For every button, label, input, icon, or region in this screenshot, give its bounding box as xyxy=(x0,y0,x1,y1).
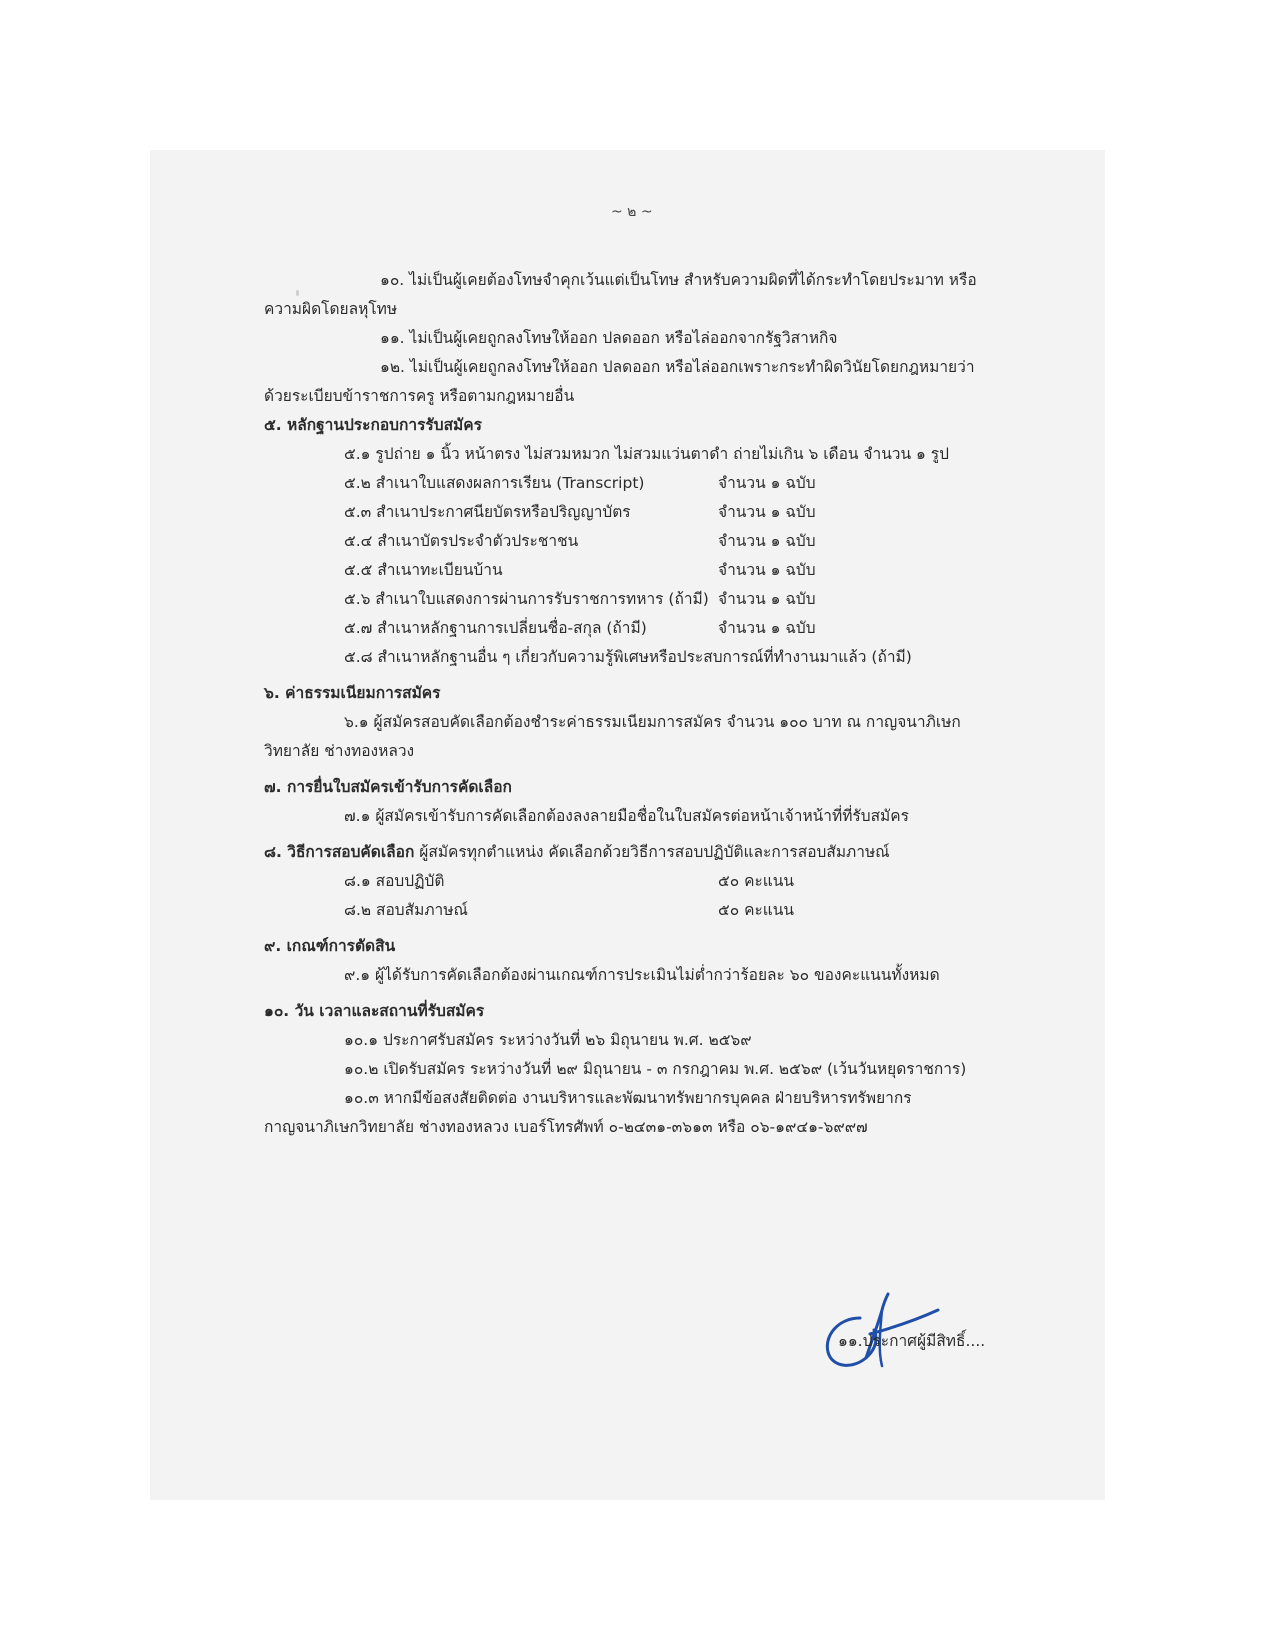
continuation-note: ๑๑.ประกาศผู้มีสิทธิ์.... xyxy=(838,1332,986,1350)
section-6-heading: ๖. ค่าธรรมเนียมการสมัคร xyxy=(264,684,441,702)
section-5-item-qty: จำนวน ๑ ฉบับ xyxy=(718,532,816,550)
section-10-line-1: ๑๐.๑ ประกาศรับสมัคร ระหว่างวันที่ ๒๖ มิถุนายน พ.ศ. ๒๕๖๙ xyxy=(344,1031,752,1049)
clause-12-line-1: ๑๒. ไม่เป็นผู้เคยถูกลงโทษให้ออก ปลดออก หรือไล่ออกเพราะกระทำผิดวินัยโดยกฎหมายว่า xyxy=(380,358,975,376)
section-5-item-qty: จำนวน ๑ ฉบับ xyxy=(718,474,816,492)
section-5-item-label: ๕.๔ สำเนาบัตรประจำตัวประชาชน xyxy=(344,532,579,550)
section-5-item-1: ๕.๑ รูปถ่าย ๑ นิ้ว หน้าตรง ไม่สวมหมวก ไม่สวมแว่นตาดำ ถ่ายไม่เกิน ๖ เดือน จำนวน ๑ รูป xyxy=(344,445,949,463)
section-6-line-1: ๖.๑ ผู้สมัครสอบคัดเลือกต้องชำระค่าธรรมเนียมการสมัคร จำนวน ๑๐๐ บาท ณ กาญจนาภิเษก xyxy=(344,713,961,731)
section-5-heading: ๕. หลักฐานประกอบการรับสมัคร xyxy=(264,416,482,434)
section-5-item-qty: จำนวน ๑ ฉบับ xyxy=(718,561,816,579)
section-7-heading: ๗. การยื่นใบสมัครเข้ารับการคัดเลือก xyxy=(264,778,512,796)
section-8-item-label: ๘.๑ สอบปฏิบัติ xyxy=(344,872,445,890)
section-8-item-score: ๕๐ คะแนน xyxy=(718,872,794,890)
section-5-item-qty: จำนวน ๑ ฉบับ xyxy=(718,503,816,521)
section-10-heading: ๑๐. วัน เวลาและสถานที่รับสมัคร xyxy=(264,1002,485,1020)
section-5-item-label: ๕.๖ สำเนาใบแสดงการผ่านการรับราชการทหาร (ถ้ามี) xyxy=(344,590,709,608)
section-9-heading: ๙. เกณฑ์การตัดสิน xyxy=(264,937,396,955)
section-8-heading-line xyxy=(264,838,890,867)
section-5-item-label: ๕.๗ สำเนาหลักฐานการเปลี่ยนชื่อ-สกุล (ถ้ามี) xyxy=(344,619,647,637)
section-6-line-2: วิทยาลัย ช่างทองหลวง xyxy=(264,742,415,760)
section-10-line-2: ๑๐.๒ เปิดรับสมัคร ระหว่างวันที่ ๒๙ มิถุนายน - ๓ กรกฎาคม พ.ศ. ๒๕๖๙ (เว้นวันหยุดราชการ) xyxy=(344,1060,967,1078)
section-9-line-1: ๙.๑ ผู้ได้รับการคัดเลือกต้องผ่านเกณฑ์การประเมินไม่ต่ำกว่าร้อยละ ๖๐ ของคะแนนทั้งหมด xyxy=(344,966,940,984)
section-5-item-qty: จำนวน ๑ ฉบับ xyxy=(718,590,816,608)
page-number: ~ ๒ ~ xyxy=(611,204,653,220)
section-8-heading: ๘. วิธีการสอบคัดเลือก xyxy=(264,843,415,861)
section-5-item-label: ๕.๕ สำเนาทะเบียนบ้าน xyxy=(344,561,503,579)
section-5-item-8: ๕.๘ สำเนาหลักฐานอื่น ๆ เกี่ยวกับความรู้พิเศษหรือประสบการณ์ที่ทำงานมาแล้ว (ถ้ามี) xyxy=(344,648,912,666)
clause-11: ๑๑. ไม่เป็นผู้เคยถูกลงโทษให้ออก ปลดออก หรือไล่ออกจากรัฐวิสาหกิจ xyxy=(380,329,838,347)
section-7-line-1: ๗.๑ ผู้สมัครเข้ารับการคัดเลือกต้องลงลายมือชื่อในใบสมัครต่อหน้าเจ้าหน้าที่ที่รับสมัคร xyxy=(344,807,909,825)
clause-10-line-1: ๑๐. ไม่เป็นผู้เคยต้องโทษจำคุกเว้นแต่เป็นโทษ สำหรับความผิดที่ได้กระทำโดยประมาท หรือ xyxy=(380,271,977,289)
section-5-item-label: ๕.๒ สำเนาใบแสดงผลการเรียน (Transcript) xyxy=(344,474,645,492)
section-5-item-label: ๕.๓ สำเนาประกาศนียบัตรหรือปริญญาบัตร xyxy=(344,503,631,521)
section-8-item-score: ๕๐ คะแนน xyxy=(718,901,794,919)
section-8-heading-rest: ผู้สมัครทุกตำแหน่ง คัดเลือกด้วยวิธีการสอบปฏิบัติและการสอบสัมภาษณ์ xyxy=(414,843,890,861)
section-5-item-qty: จำนวน ๑ ฉบับ xyxy=(718,619,816,637)
clause-10-line-2: ความผิดโดยลหุโทษ xyxy=(264,300,398,318)
section-8-item-label: ๘.๒ สอบสัมภาษณ์ xyxy=(344,901,468,919)
clause-12-line-2: ด้วยระเบียบข้าราชการครู หรือตามกฎหมายอื่น xyxy=(264,387,575,405)
section-10-line-4: กาญจนาภิเษกวิทยาลัย ช่างทองหลวง เบอร์โทรศัพท์ ๐-๒๔๓๑-๓๖๑๓ หรือ ๐๖-๑๙๔๑-๖๙๙๗ xyxy=(264,1118,868,1136)
section-10-line-3: ๑๐.๓ หากมีข้อสงสัยติดต่อ งานบริหารและพัฒนาทรัพยากรบุคคล ฝ่ายบริหารทรัพยากร xyxy=(344,1089,912,1107)
